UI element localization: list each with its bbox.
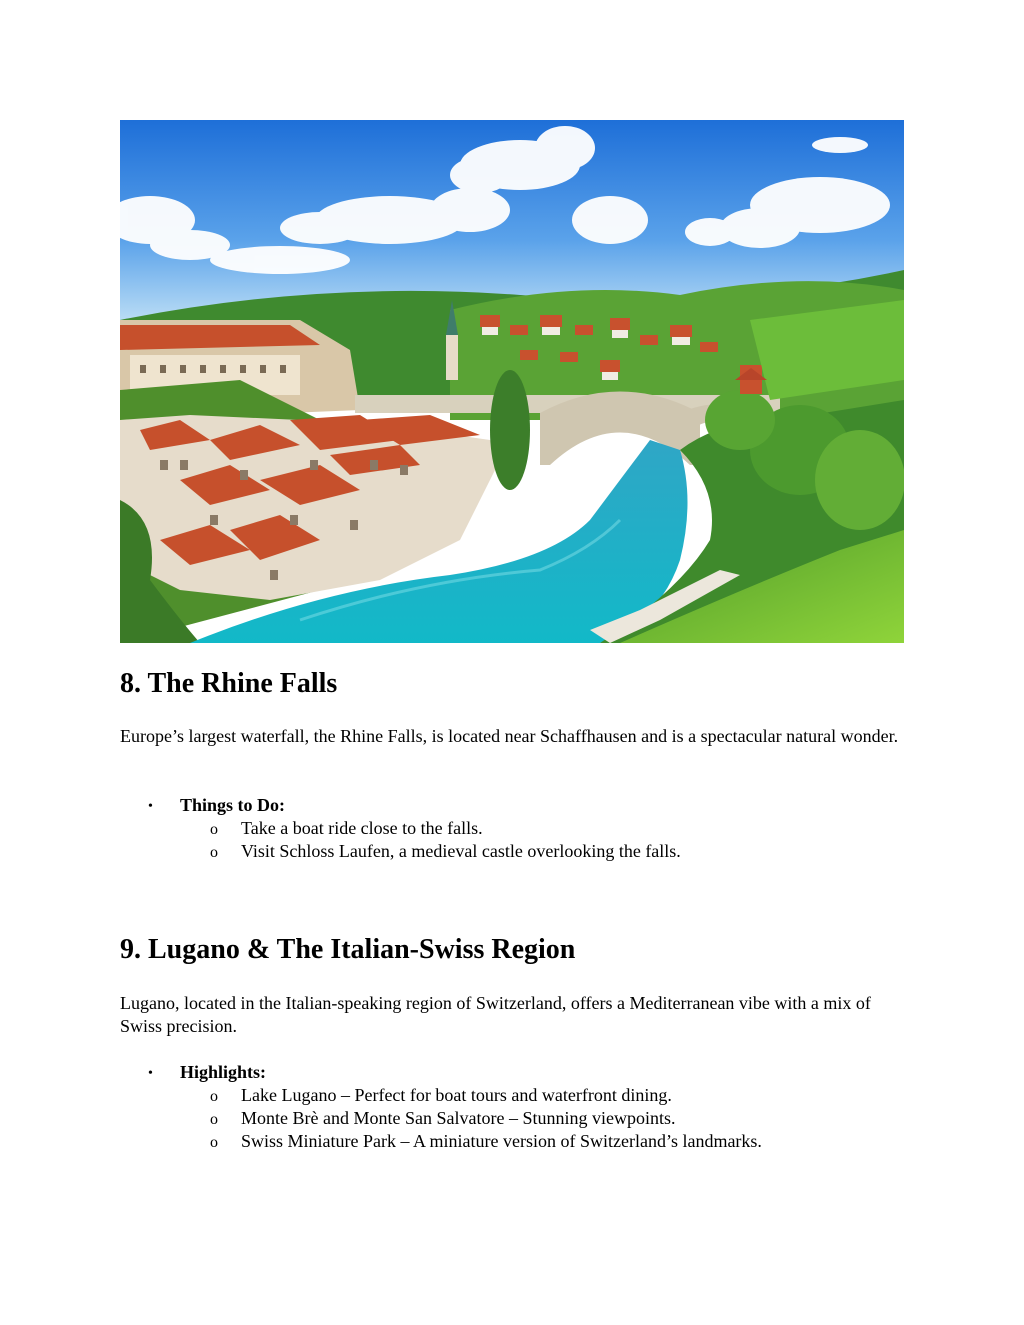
- sub-bullet-marker: o: [210, 1134, 218, 1151]
- section-9-heading: 9. Lugano & The Italian-Swiss Region: [120, 934, 576, 965]
- section-9-intro: Lugano, located in the Italian-speaking region of Switzerland, offers a Mediterranean vibe with a mix of Swiss precision.: [120, 993, 871, 1036]
- section-8-intro: Europe’s largest waterfall, the Rhine Falls, is located near Schaffhausen and is a spectacular natural wonder.: [120, 726, 899, 746]
- list-item: o Monte Brè and Monte San Salvatore – Stunning viewpoints.: [210, 1107, 675, 1131]
- section-9-list-label: • Highlights:: [148, 1061, 266, 1085]
- list-item: o Visit Schloss Laufen, a medieval castle overlooking the falls.: [210, 840, 681, 864]
- list-item: o Swiss Miniature Park – A miniature version of Switzerland’s landmarks.: [210, 1130, 762, 1154]
- section-8-list-label: • Things to Do:: [148, 794, 285, 818]
- section-8-heading: 8. The Rhine Falls: [120, 668, 338, 699]
- bern-river-photo: [120, 120, 904, 643]
- sub-bullet-marker: o: [210, 821, 218, 838]
- sub-bullet-marker: o: [210, 844, 218, 861]
- sub-bullet-marker: o: [210, 1111, 218, 1128]
- bullet-marker: •: [148, 799, 153, 814]
- list-item: o Take a boat ride close to the falls.: [210, 817, 483, 841]
- sub-bullet-marker: o: [210, 1088, 218, 1105]
- bullet-marker: •: [148, 1066, 153, 1081]
- list-item: o Lake Lugano – Perfect for boat tours and waterfront dining.: [210, 1084, 672, 1108]
